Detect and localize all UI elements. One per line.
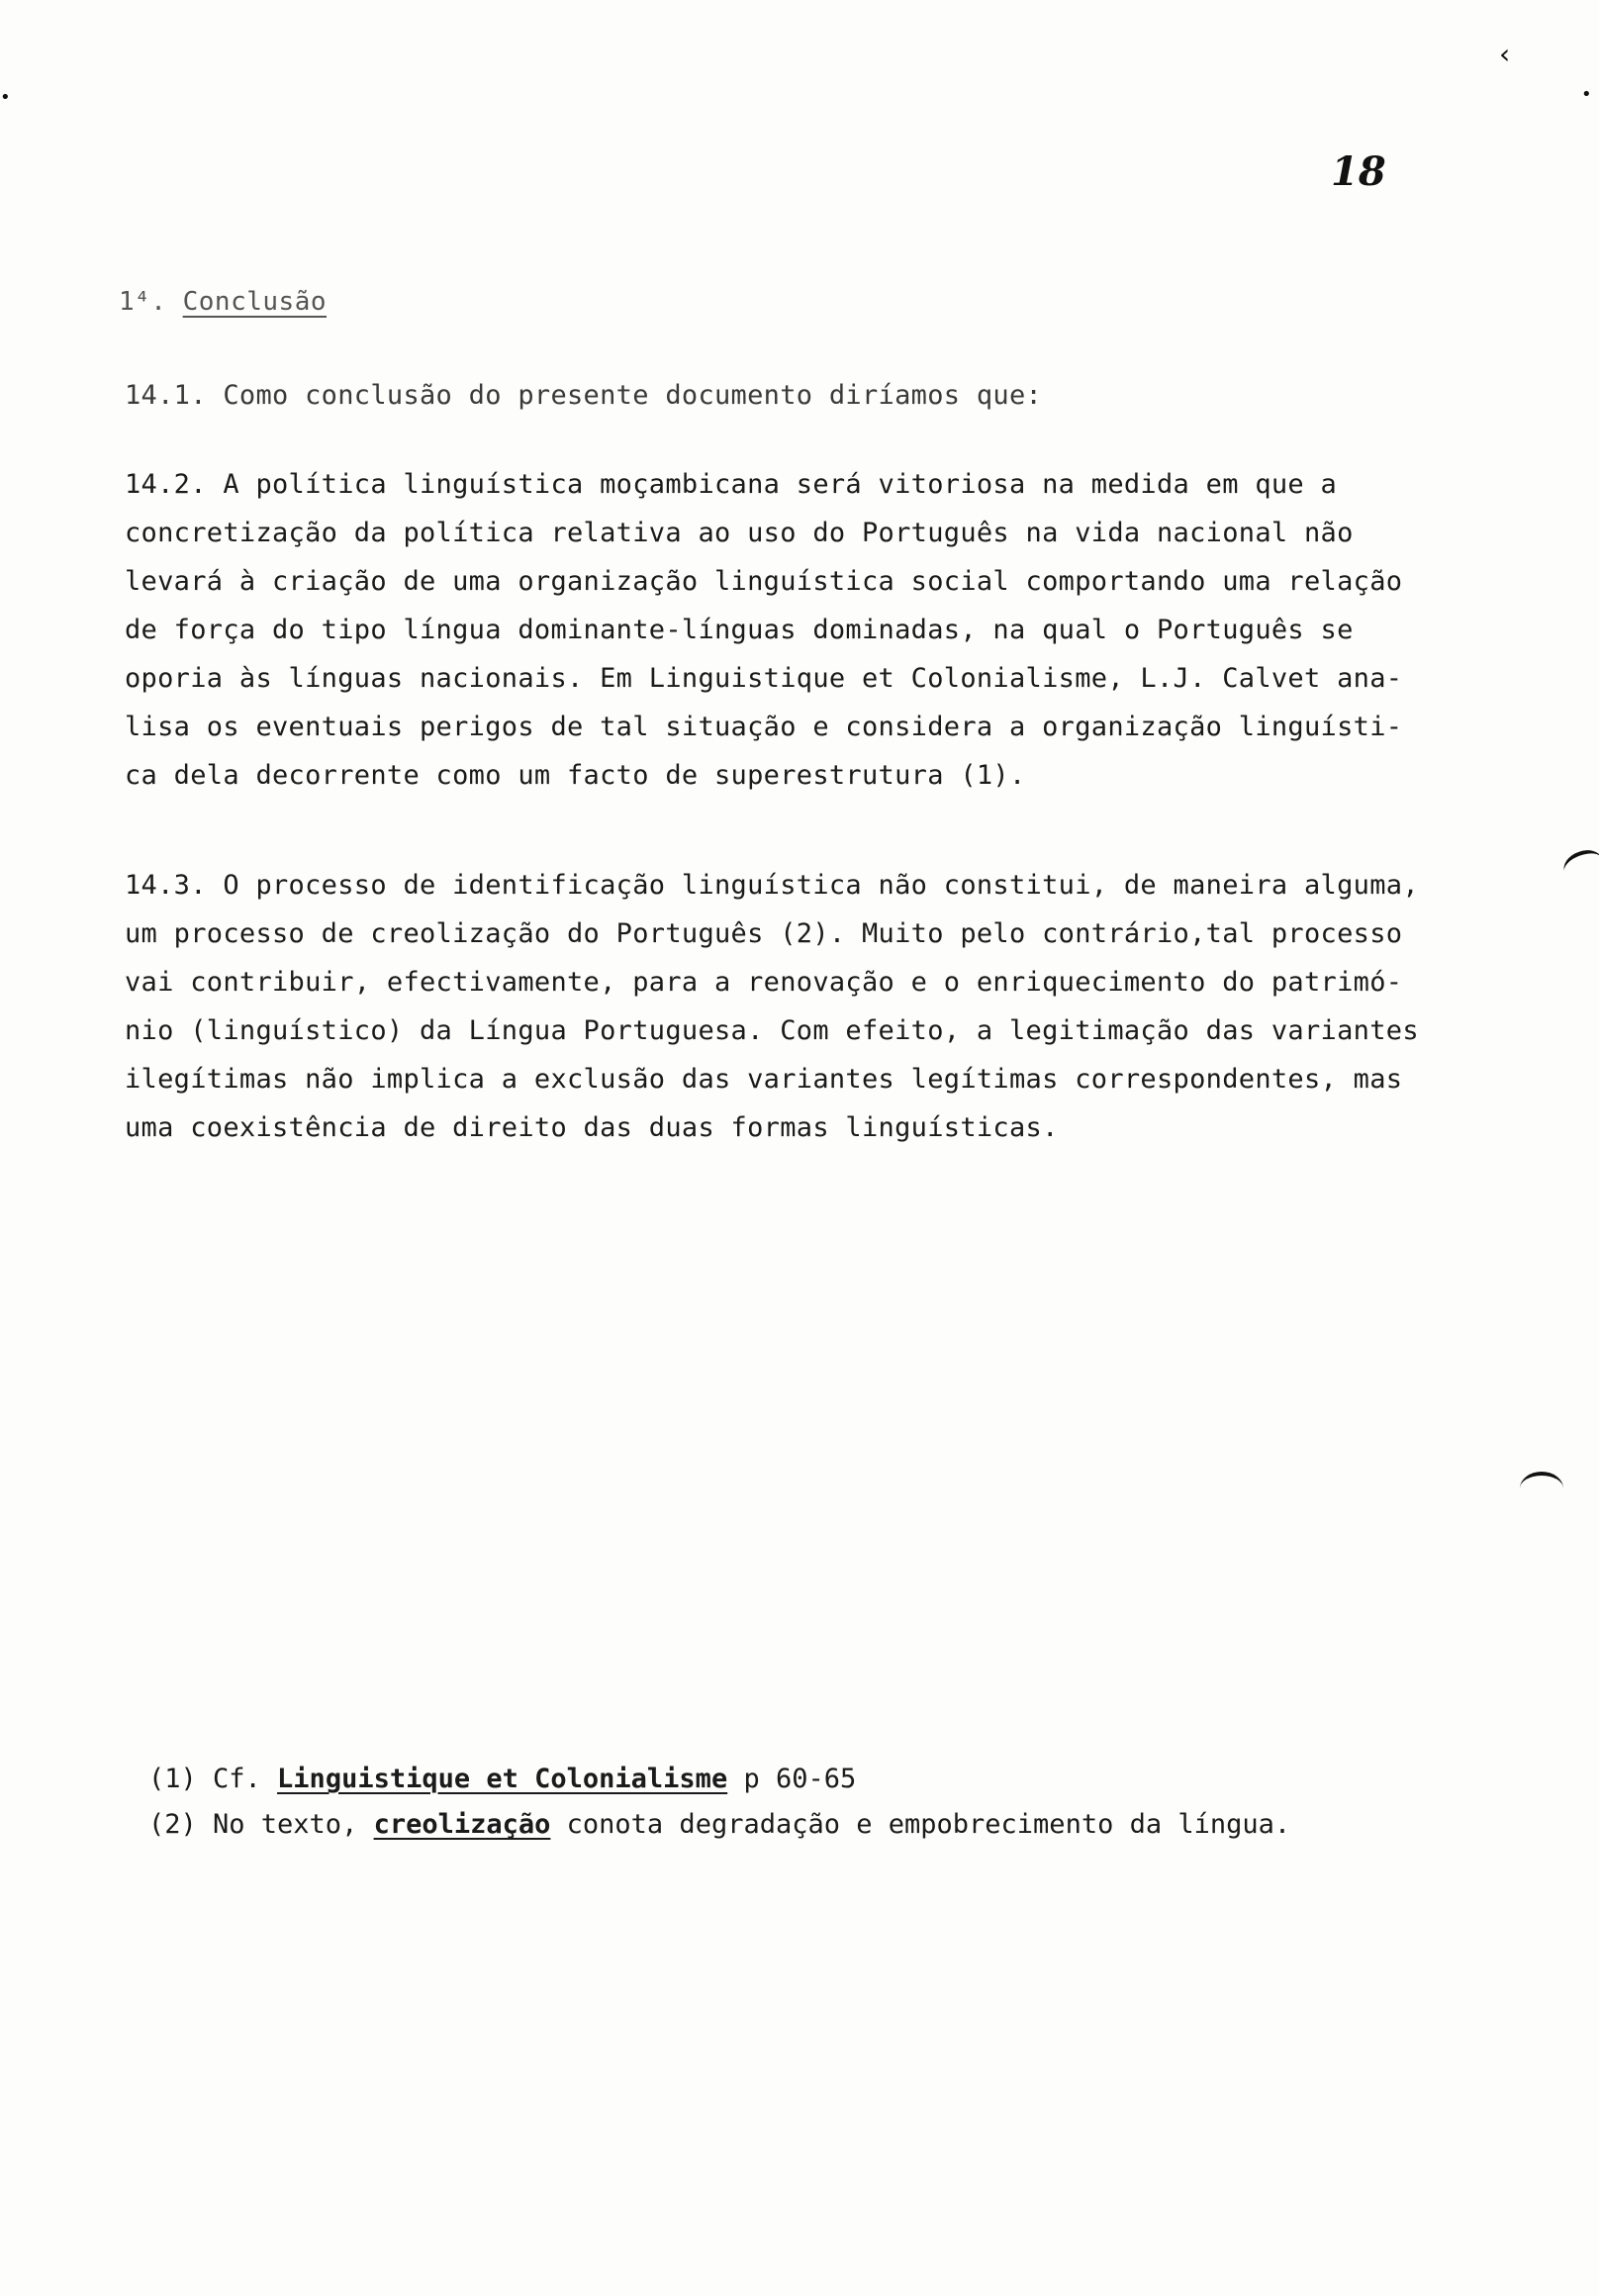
footnote-emphasis: creolização: [373, 1809, 551, 1840]
text-line: 14.2. A política linguística moçambicana será vitoriosa na medida em que a: [125, 469, 1338, 500]
text-line: oporia às línguas nacionais. Em Linguistique et Colonialisme, L.J. Calvet ana-: [125, 663, 1403, 694]
margin-mark: ‹: [1499, 38, 1511, 70]
text-line: 14.1. Como conclusão do presente documento diríamos que:: [125, 380, 1043, 411]
binding-mark: [1559, 845, 1599, 885]
text-line: lisa os eventuais perigos de tal situação e considera a organização linguísti-: [125, 712, 1403, 742]
footnote-1: [148, 1757, 1290, 1802]
text-line: de força do tipo língua dominante-línguas dominadas, na qual o Português se: [125, 615, 1354, 645]
footnote-marker: (1) Cf.: [148, 1764, 278, 1794]
text-line: uma coexistência de direito das duas formas linguísticas.: [125, 1112, 1059, 1143]
text-line: levará à criação de uma organização linguística social comportando uma relação: [125, 566, 1403, 597]
footnote-2: [148, 1802, 1290, 1848]
footnote-emphasis: Linguistique et Colonialisme: [277, 1764, 728, 1794]
section-title: Conclusão: [182, 287, 328, 317]
paragraph-14-2: [125, 460, 1431, 800]
paragraph-14-3: [125, 861, 1431, 1152]
section-number: 1⁴.: [119, 287, 183, 317]
footnotes: [148, 1757, 1290, 1848]
binding-mark: [1520, 1472, 1563, 1505]
text-line: concretização da política relativa ao uso do Português na vida nacional não: [125, 518, 1354, 548]
footnote-marker: (2) No texto,: [148, 1809, 374, 1840]
text-line: ca dela decorrente como um facto de superestrutura (1).: [125, 760, 1026, 791]
text-line: vai contribuir, efectivamente, para a renovação e o enriquecimento do patrimó-: [125, 967, 1403, 998]
page-number: 18: [1331, 148, 1386, 195]
section-heading: [119, 287, 327, 317]
text-line: 14.3. O processo de identificação linguística não constitui, de maneira alguma,: [125, 870, 1419, 901]
footnote-text: p 60-65: [727, 1764, 857, 1794]
text-line: um processo de creolização do Português (2). Muito pelo contrário,tal processo: [125, 918, 1403, 949]
text-line: nio (linguístico) da Língua Portuguesa. Com efeito, a legitimação das variantes: [125, 1015, 1419, 1046]
margin-dot: •: [0, 87, 11, 108]
paragraph-14-1: [125, 371, 1431, 420]
text-line: ilegítimas não implica a exclusão das variantes legítimas correspondentes, mas: [125, 1064, 1403, 1095]
margin-dot: •: [1581, 84, 1592, 105]
footnote-text: conota degradação e empobrecimento da língua.: [550, 1809, 1291, 1840]
